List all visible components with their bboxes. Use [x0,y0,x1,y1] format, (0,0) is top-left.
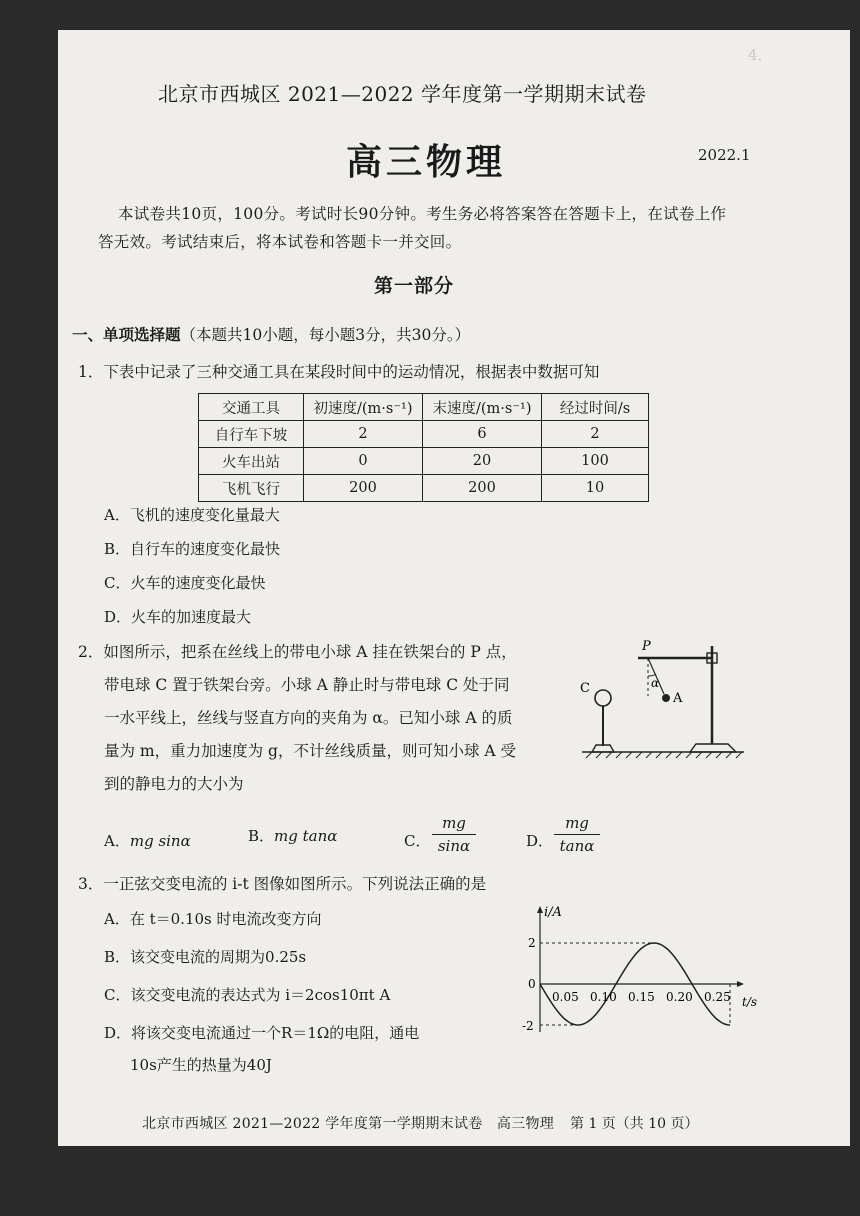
q2-line-2: 带电球 C 置于铁架台旁。小球 A 静止时与带电球 C 处于同 [104,676,510,694]
table-cell: 自行车下坡 [199,421,304,448]
x-tick-label: 0.25 [704,990,731,1004]
table-cell: 100 [542,448,649,475]
q2-option-c-letter: C． [404,832,431,850]
bleed-through-text: 4． [748,46,773,64]
table-cell: 火车出站 [199,448,304,475]
q3-option-d: D．将该交变电流通过一个R＝1Ω的电阻，通电 [104,1024,420,1042]
y-tick-label: -2 [522,1019,534,1033]
q3-option-d-continued: 10s产生的热量为40J [130,1056,272,1074]
fraction-denominator: tanα [559,837,595,855]
q3-option-c: C．该交变电流的表达式为 i＝2cos10πt A [104,986,391,1004]
q2-line-4: 量为 m，重力加速度为 g，不计丝线质量，则可知小球 A 受 [104,742,517,760]
option-expr: mg tanα [274,827,338,845]
q1-option-d: D．火车的加速度最大 [104,608,252,626]
exam-date: 2022.1 [698,146,751,164]
table-cell: 2 [304,421,423,448]
section-title: 一、单项选择题 [72,325,181,344]
x-tick-label: 0.10 [590,990,617,1004]
q1-option-b: B．自行车的速度变化最快 [104,540,281,558]
option-expr: mg sinα [129,832,191,850]
q2-option-a [104,830,191,851]
q2-line-5: 到的静电力的大小为 [104,775,244,793]
table-cell: 200 [423,475,542,502]
table-cell: 10 [542,475,649,502]
table-header: 交通工具 [199,394,304,421]
q2-apparatus-figure [578,636,748,776]
table-cell: 0 [304,448,423,475]
q1-option-c: C．火车的速度变化最快 [104,574,266,592]
page-number: 第 1 页（共 10 页） [570,1116,699,1132]
part-title: 第一部分 [374,275,455,297]
q2-option-d-letter: D． [526,832,554,850]
q3-option-b: B．该交变电流的周期为0.25s [104,948,307,966]
table-header: 经过时间/s [542,394,649,421]
q3-option-a: A．在 t＝0.10s 时电流改变方向 [104,910,322,928]
q2-line-1: 2．如图所示，把系在丝线上的带电小球 A 挂在铁架台的 P 点， [78,643,517,661]
q3-stem: 3．一正弦交变电流的 i-t 图像如图所示。下列说法正确的是 [78,875,487,893]
q3-current-graph [498,902,778,1042]
table-cell: 飞机飞行 [199,475,304,502]
fraction-numerator: mg [432,814,476,835]
x-axis-label: t/s [742,995,758,1009]
option-letter: A． [104,832,130,850]
table-cell: 6 [423,421,542,448]
fraction-denominator: sinα [437,837,471,855]
table-header: 末速度/(m·s⁻¹) [423,394,542,421]
y-tick-label: 2 [528,936,536,950]
table-header: 初速度/(m·s⁻¹) [304,394,423,421]
fraction-numerator: mg [554,814,600,835]
q1-stem: 1．下表中记录了三种交通工具在某段时间中的运动情况，根据表中数据可知 [78,363,600,381]
label-p: P [642,639,651,654]
y-tick-label: 0 [528,977,536,991]
section-note: （本题共10小题，每小题3分，共30分。） [180,326,471,344]
label-alpha: α [651,676,660,690]
table-cell: 200 [304,475,423,502]
section-heading [72,323,470,345]
q2-option-d-fraction [554,814,600,855]
q2-line-3: 一水平线上，丝线与竖直方向的夹角为 α。已知小球 A 的质 [104,709,513,727]
subject-title: 高三物理 [346,141,507,183]
table-cell: 20 [423,448,542,475]
q2-option-c-fraction [432,814,476,855]
label-a: A [673,691,683,706]
q1-table [198,393,649,502]
exam-page [58,30,850,1146]
table-row [199,421,649,448]
y-axis-label: i/A [544,905,562,920]
label-c: C [580,681,590,696]
x-tick-label: 0.20 [666,990,693,1004]
x-tick-label: 0.05 [552,990,579,1004]
table-row [199,475,649,502]
intro-line-1: 本试卷共10页，100分。考试时长90分钟。考生务必将答案答在答题卡上，在试卷上作 [118,205,727,223]
q2-option-b [248,825,337,846]
option-letter: B． [248,827,275,845]
table-cell: 2 [542,421,649,448]
x-tick-label: 0.15 [628,990,655,1004]
intro-line-2: 答无效。考试结束后，将本试卷和答题卡一并交回。 [98,233,462,251]
q1-option-a: A．飞机的速度变化量最大 [104,506,280,524]
exam-title: 北京市西城区 2021—2022 学年度第一学期期末试卷 [158,82,647,106]
table-row [199,448,649,475]
table-header-row [199,394,649,421]
page-footer: 北京市西城区 2021—2022 学年度第一学期期末试卷 高三物理 [142,1116,555,1132]
